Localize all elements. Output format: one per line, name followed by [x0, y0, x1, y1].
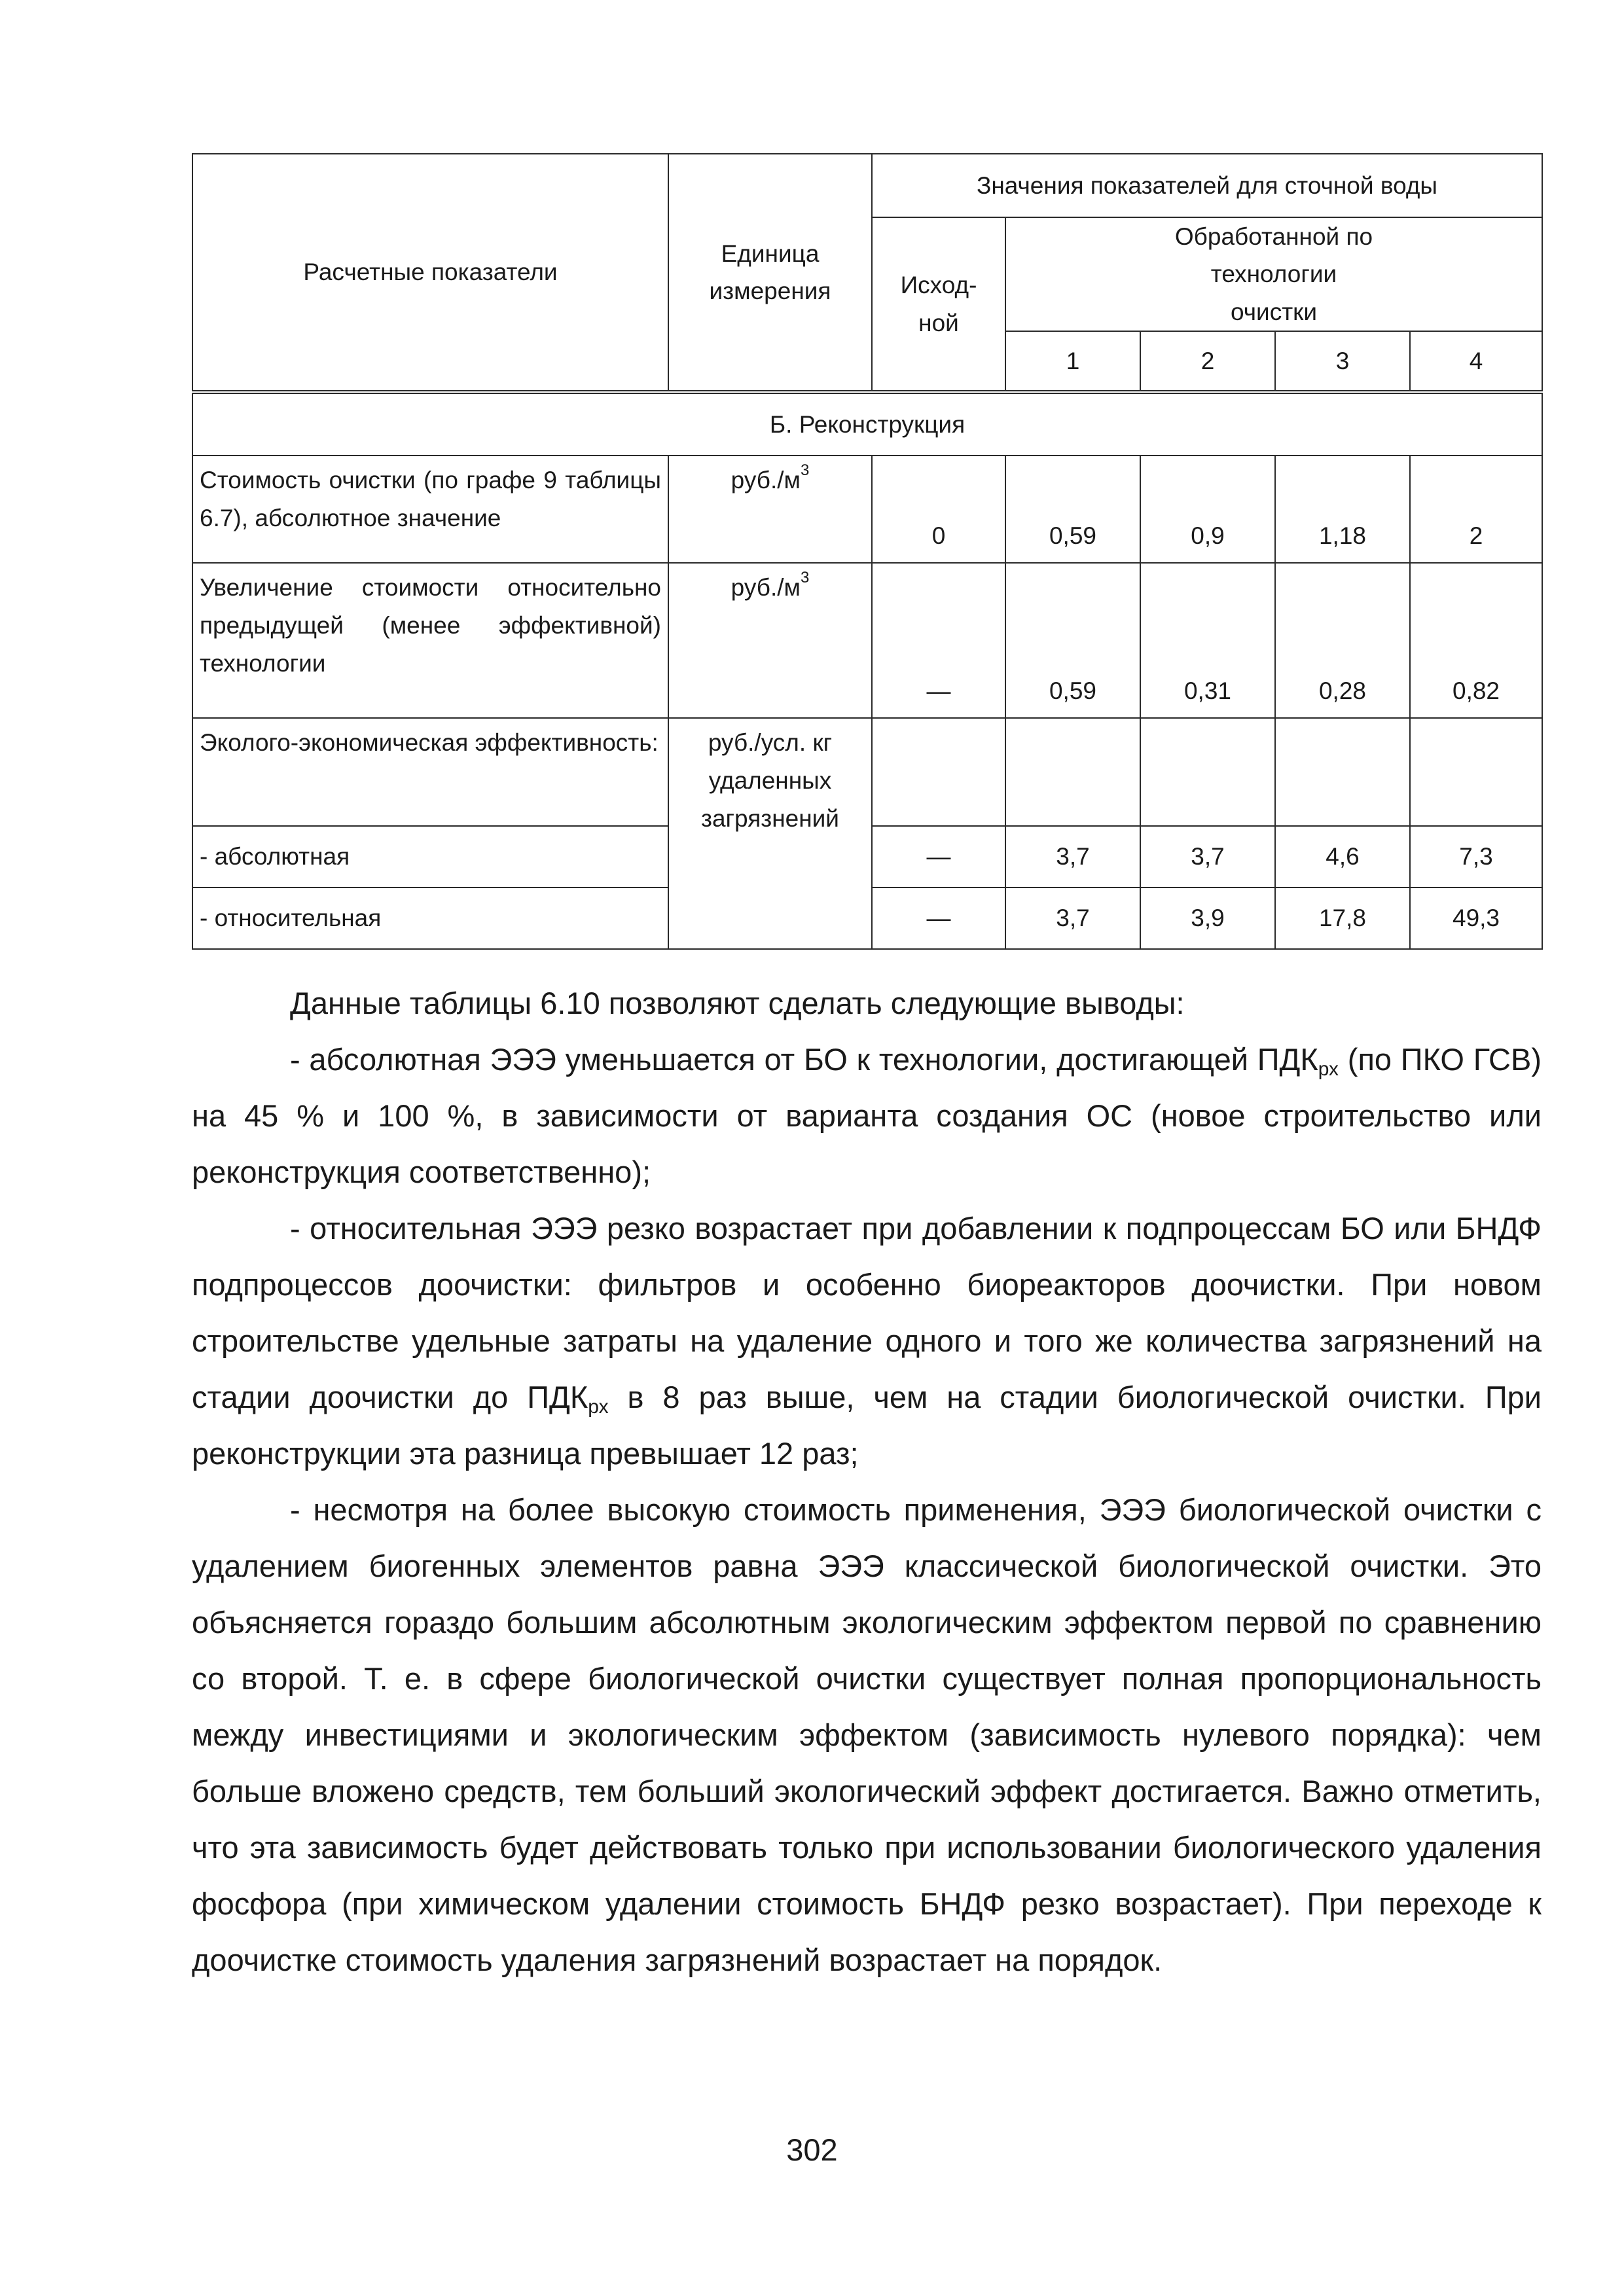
cell-value: 3,7 — [1005, 888, 1140, 949]
cell-value: — — [872, 888, 1005, 949]
row-unit-cost: $руб./м^3$ — [668, 456, 872, 563]
paragraph-absolute: - абсолютная ЭЭЭ уменьшается от БО к технологии, достигающей $ПДК_{рх}$ (по ПКО ГСВ) на 45 % и 100 %, в зависимости от варианта создания ОС (новое строительство или реконструкция соответственно); — [192, 1042, 1542, 1189]
cell-empty — [872, 718, 1005, 826]
header-initial: Исход-ной — [872, 217, 1005, 392]
body-text — [192, 975, 1542, 1988]
cell-value: 3,9 — [1140, 888, 1275, 949]
header-tech-3: 3 — [1275, 331, 1410, 392]
cell-value: 0,59 — [1005, 456, 1140, 563]
row-label-abs: - абсолютная — [192, 826, 668, 888]
header-tech-1: 1 — [1005, 331, 1140, 392]
cell-value: 0,9 — [1140, 456, 1275, 563]
paragraph-conclusion: - несмотря на более высокую стоимость применения, ЭЭЭ биологической очистки с удалением биогенных элементов равна ЭЭЭ классической биологической очистки. Это объясняется гораздо большим абсолютным экологическим эффектом первой по сравнению со второй. Т. е. в сфере биологической очистки существует полная пропорциональность между инвестициями и экологическим эффектом (зависимость нулевого порядка): чем больше вложено средств, тем больший экологический эффект достигается. Важно отметить, что эта зависимость будет действовать только при использовании биологического удаления фосфора (при химическом удалении стоимость БНДФ резко возрастает). При переходе к доочистке стоимость удаления загрязнений возрастает на порядок. — [192, 1492, 1542, 1977]
cell-value: 49,3 — [1410, 888, 1542, 949]
cell-empty — [1275, 718, 1410, 826]
table-row — [192, 718, 1542, 826]
cell-value: 0,28 — [1275, 563, 1410, 718]
cell-value: 0 — [872, 456, 1005, 563]
paragraph-relative: - относительная ЭЭЭ резко возрастает при добавлении к подпроцессам БО или БНДФ подпроцессов доочистки: фильтров и особенно биореакторов доочистки. При новом строительстве удельные затраты на удаление одного и того же количества загрязнений на стадии доочистки до $ПДК_{рх}$ в 8 раз выше, чем на стадии биологической очистки. При реконструкции эта разница превышает 12 раз; — [192, 1211, 1542, 1471]
cell-value: 17,8 — [1275, 888, 1410, 949]
row-label-increase: Увеличение стоимости относительно предыдущей (менее эффективной) технологии — [192, 563, 668, 718]
page-number: 302 — [786, 2132, 838, 2167]
cell-value: 0,59 — [1005, 563, 1140, 718]
row-label-rel: - относительная — [192, 888, 668, 949]
cell-value: 3,7 — [1005, 826, 1140, 888]
row-unit-increase: $руб./м^3$ — [668, 563, 872, 718]
row-unit-eco: руб./усл. кг удаленных загрязнений — [668, 718, 872, 949]
cell-value: — — [872, 826, 1005, 888]
table-row — [192, 563, 1542, 718]
table-row — [192, 456, 1542, 563]
section-title: Б. Реконструкция — [192, 392, 1542, 456]
header-treated: Обработанной по технологии очистки — [1005, 217, 1542, 331]
row-label-eco: Эколого-экономическая эффективность: — [192, 718, 668, 826]
cell-value: 3,7 — [1140, 826, 1275, 888]
cell-value: 4,6 — [1275, 826, 1410, 888]
header-tech-2: 2 — [1140, 331, 1275, 392]
header-tech-4: 4 — [1410, 331, 1542, 392]
header-values-group: Значения показателей для сточной воды — [872, 154, 1542, 217]
paragraph-intro: Данные таблицы 6.10 позволяют сделать следующие выводы: — [290, 986, 1185, 1020]
cell-value: 0,82 — [1410, 563, 1542, 718]
cell-value: 0,31 — [1140, 563, 1275, 718]
cell-empty — [1005, 718, 1140, 826]
results-table — [192, 153, 1543, 950]
cell-value: 1,18 — [1275, 456, 1410, 563]
cell-empty — [1410, 718, 1542, 826]
row-label-cost: Стоимость очистки (по графе 9 таблицы 6.7), абсолютное значение — [192, 456, 668, 563]
cell-value: 7,3 — [1410, 826, 1542, 888]
header-indicators: Расчетные показатели — [192, 154, 668, 392]
header-unit: Единица измерения — [668, 154, 872, 392]
cell-value: 2 — [1410, 456, 1542, 563]
cell-value: — — [872, 563, 1005, 718]
cell-empty — [1140, 718, 1275, 826]
